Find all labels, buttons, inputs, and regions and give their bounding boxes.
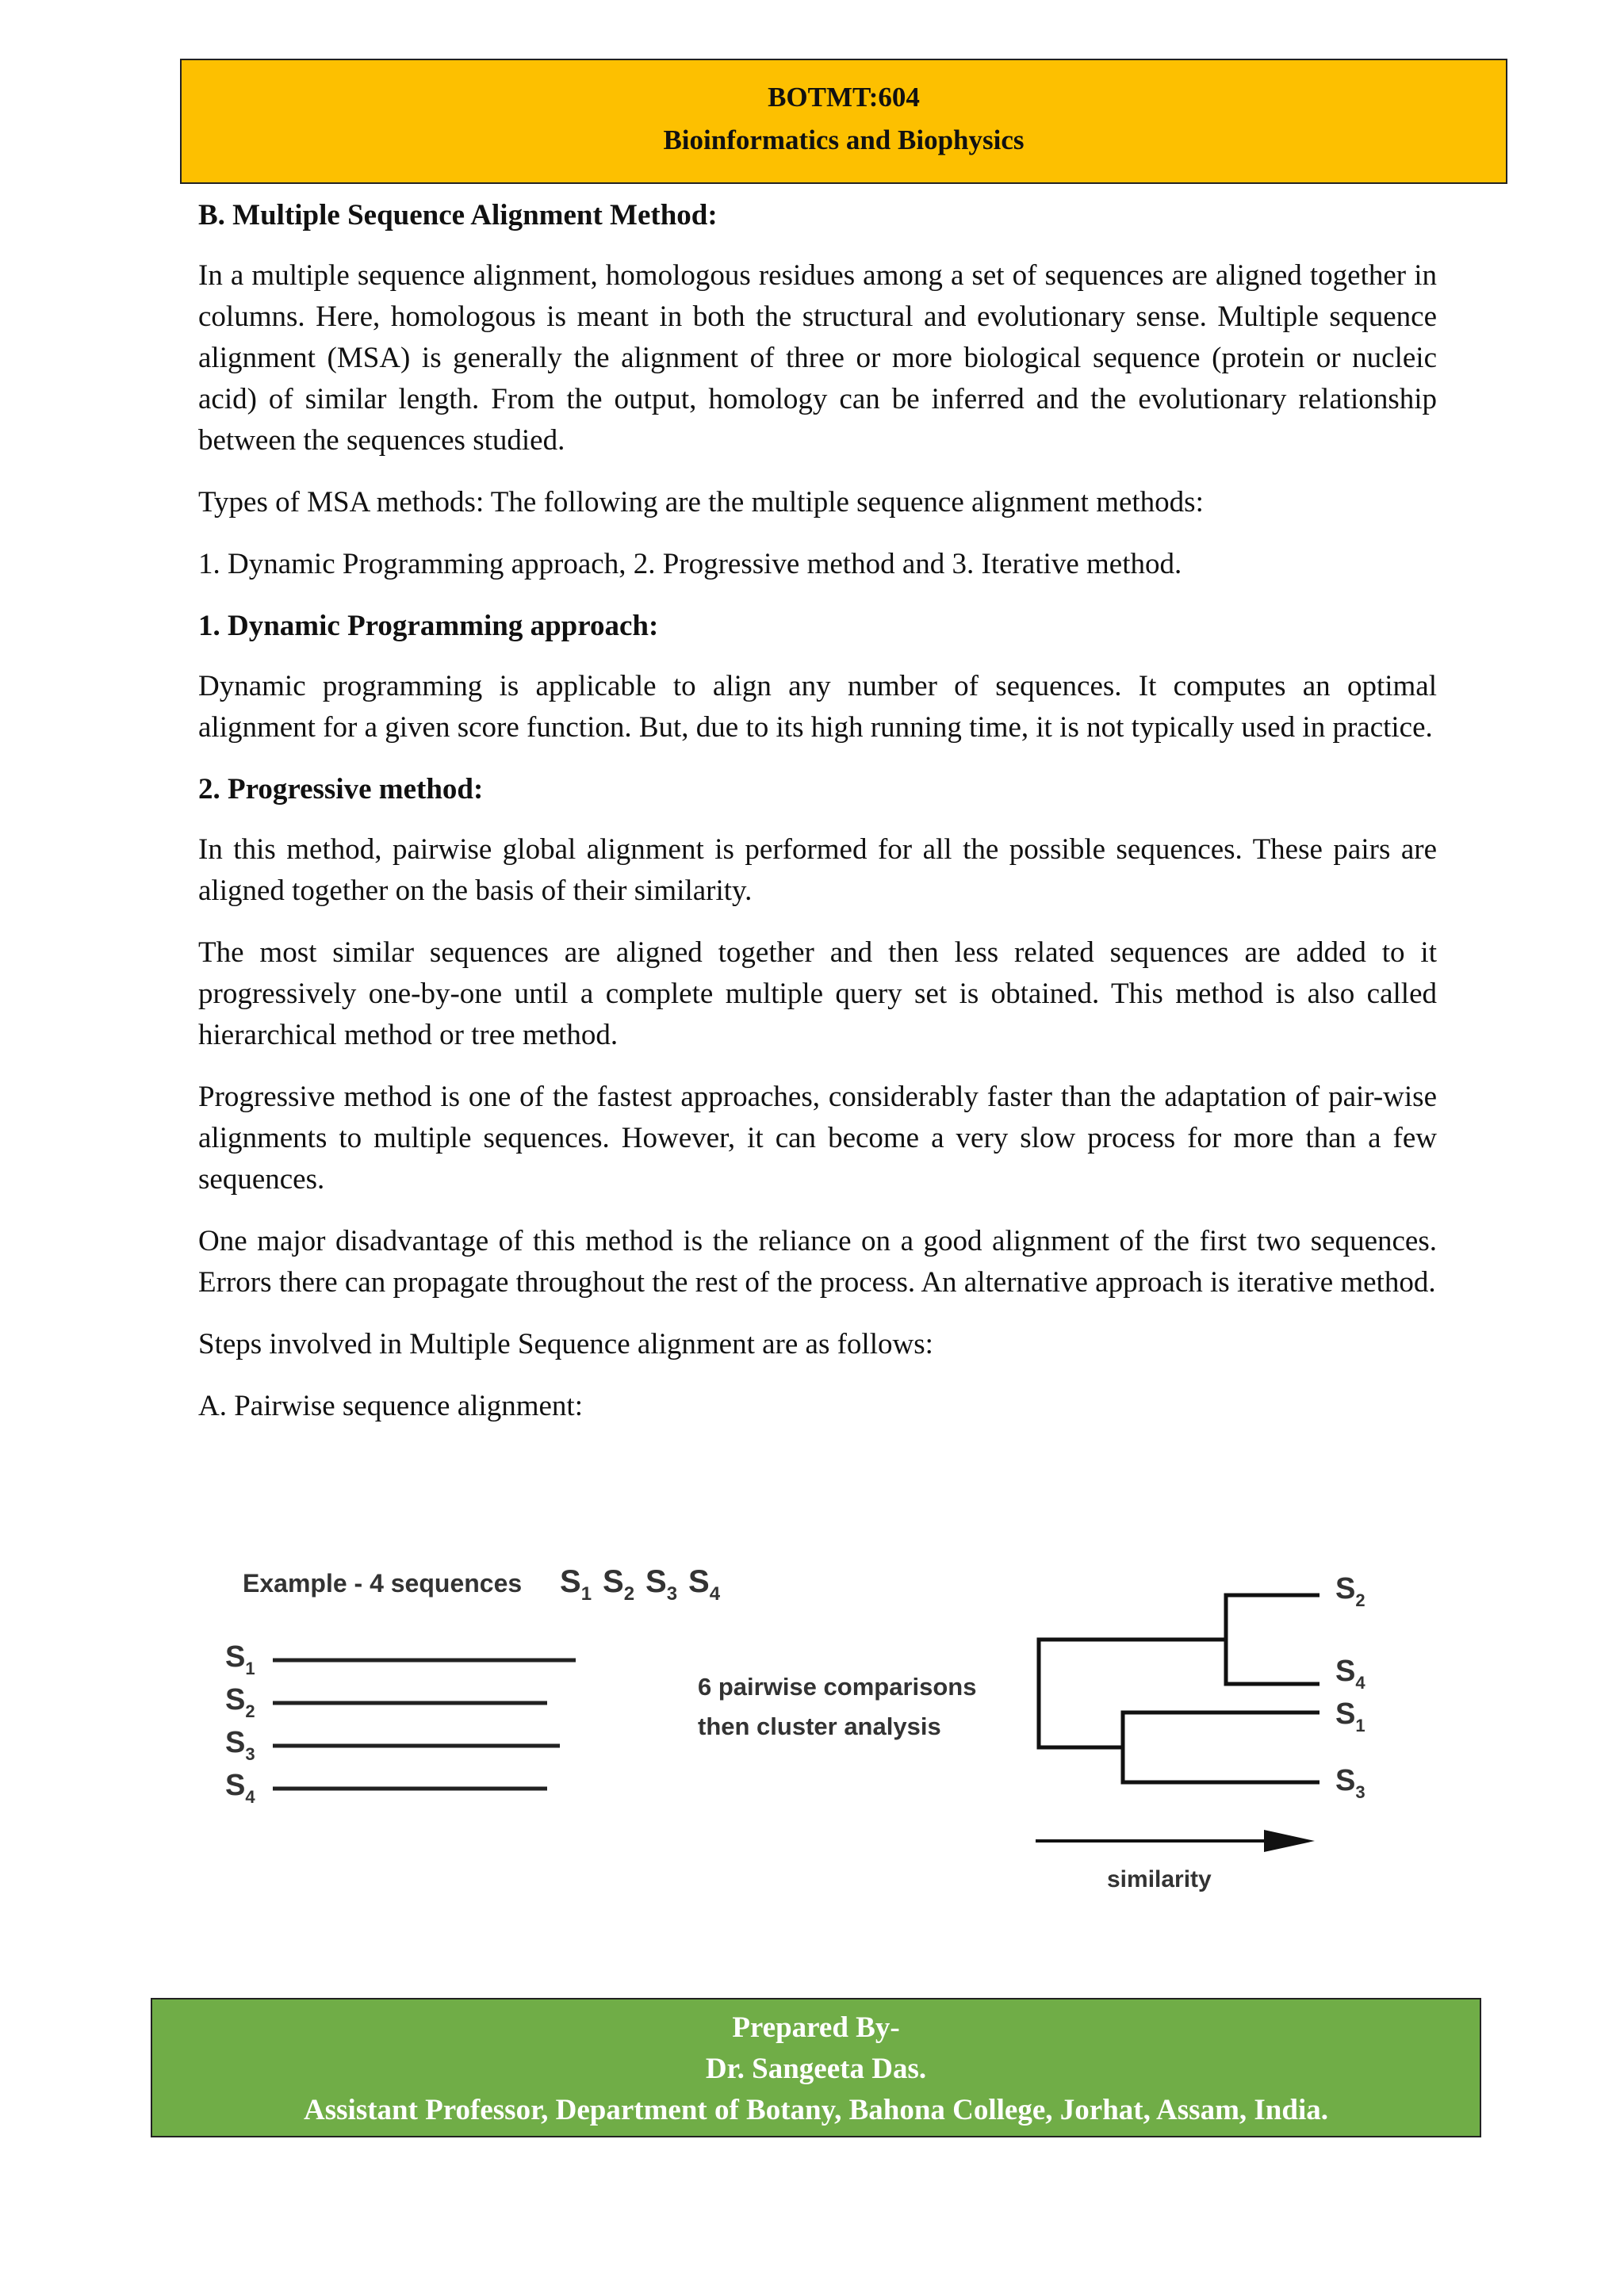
seq-label-3: $S_3$ bbox=[225, 1726, 255, 1764]
dendrogram-branch-s2-s4 bbox=[1226, 1595, 1320, 1684]
author-name: Dr. Sangeeta Das. bbox=[705, 2053, 927, 2085]
paragraph-progressive-4: One major disadvantage of this method is the reliance on a good alignment of the first two sequences. Errors there can propagate throughout the rest of the process. An alternative approach is iterative method. bbox=[198, 1225, 1437, 1299]
paragraph-dynamic-programming: Dynamic programming is applicable to align any number of sequences. It computes an optimal alignment for a given score function. But, due to its high running time, it is not typically used in practice. bbox=[198, 670, 1437, 744]
comparison-text-1: 6 pairwise comparisons bbox=[698, 1673, 977, 1701]
paragraph-types: Types of MSA methods: The following are the multiple sequence alignment methods: bbox=[198, 486, 1204, 519]
course-code: BOTMT:604 bbox=[768, 82, 920, 113]
comparison-text-2: then cluster analysis bbox=[698, 1712, 941, 1740]
dendrogram-branch-s1-s3 bbox=[1123, 1712, 1320, 1782]
tree-label-s2: $S_2$ bbox=[1335, 1572, 1365, 1610]
seq-label-2: $S_2$ bbox=[225, 1683, 255, 1721]
author-footer bbox=[151, 1998, 1481, 2137]
example-seq-1: $S_1$ bbox=[560, 1564, 592, 1605]
author-affiliation: Assistant Professor, Department of Botany, Bahona College, Jorhat, Assam, India. bbox=[304, 2094, 1328, 2126]
document-body bbox=[198, 195, 1437, 1448]
seq-label-4: $S_4$ bbox=[225, 1769, 255, 1807]
paragraph-steps: Steps involved in Multiple Sequence alignment are as follows: bbox=[198, 1328, 933, 1360]
paragraph-intro: In a multiple sequence alignment, homologous residues among a set of sequences are aligned together in columns. Here, homologous is meant in both the structural and evolutionary sense. Multiple sequence alignment (MSA) is generally the alignment of three or more biological sequence (protein or nucleic acid) of similar length. From the output, homology can be inferred and the evolutionary relationship between the sequences studied. bbox=[198, 259, 1437, 457]
example-seq-4: $S_4$ bbox=[688, 1564, 721, 1605]
paragraph-progressive-1: In this method, pairwise global alignment is performed for all the possible sequences. These pairs are aligned together on the basis of their similarity. bbox=[198, 833, 1437, 907]
paragraph-progressive-3: Progressive method is one of the fastest approaches, considerably faster than the adaptation of pair-wise alignments to multiple sequences. However, it can become a very slow process for more than a few sequences. bbox=[198, 1081, 1437, 1196]
course-title: Bioinformatics and Biophysics bbox=[663, 124, 1025, 155]
dendrogram-root bbox=[1039, 1640, 1226, 1747]
pairwise-alignment-figure bbox=[214, 1556, 1404, 1912]
section-heading-dynamic-programming: 1. Dynamic Programming approach: bbox=[198, 610, 659, 642]
paragraph-progressive-2: The most similar sequences are aligned together and then less related sequences are added to it progressively one-by-one until a complete multiple query set is obtained. This method is also called hierarchical method or tree method. bbox=[198, 936, 1437, 1051]
paragraph-method-list: 1. Dynamic Programming approach, 2. Progressive method and 3. Iterative method. bbox=[198, 548, 1182, 580]
example-label: Example - 4 sequences bbox=[243, 1569, 523, 1598]
cluster-dendrogram bbox=[1039, 1595, 1320, 1782]
section-heading-msa: B. Multiple Sequence Alignment Method: bbox=[198, 199, 718, 232]
section-heading-progressive: 2. Progressive method: bbox=[198, 773, 484, 806]
course-header bbox=[180, 59, 1507, 184]
seq-label-1: $S_1$ bbox=[225, 1640, 255, 1678]
example-seq-3: $S_3$ bbox=[645, 1564, 678, 1605]
similarity-arrow-icon bbox=[1264, 1830, 1315, 1852]
prepared-by: Prepared By- bbox=[732, 2011, 900, 2044]
tree-label-s1: $S_1$ bbox=[1335, 1697, 1365, 1735]
pairwise-alignment-diagram bbox=[214, 1556, 1404, 1912]
example-seq-2: $S_2$ bbox=[603, 1564, 635, 1605]
paragraph-step-a: A. Pairwise sequence alignment: bbox=[198, 1390, 583, 1422]
tree-label-s3: $S_3$ bbox=[1335, 1764, 1365, 1802]
tree-label-s4: $S_4$ bbox=[1335, 1655, 1365, 1693]
similarity-label: similarity bbox=[1107, 1866, 1212, 1892]
